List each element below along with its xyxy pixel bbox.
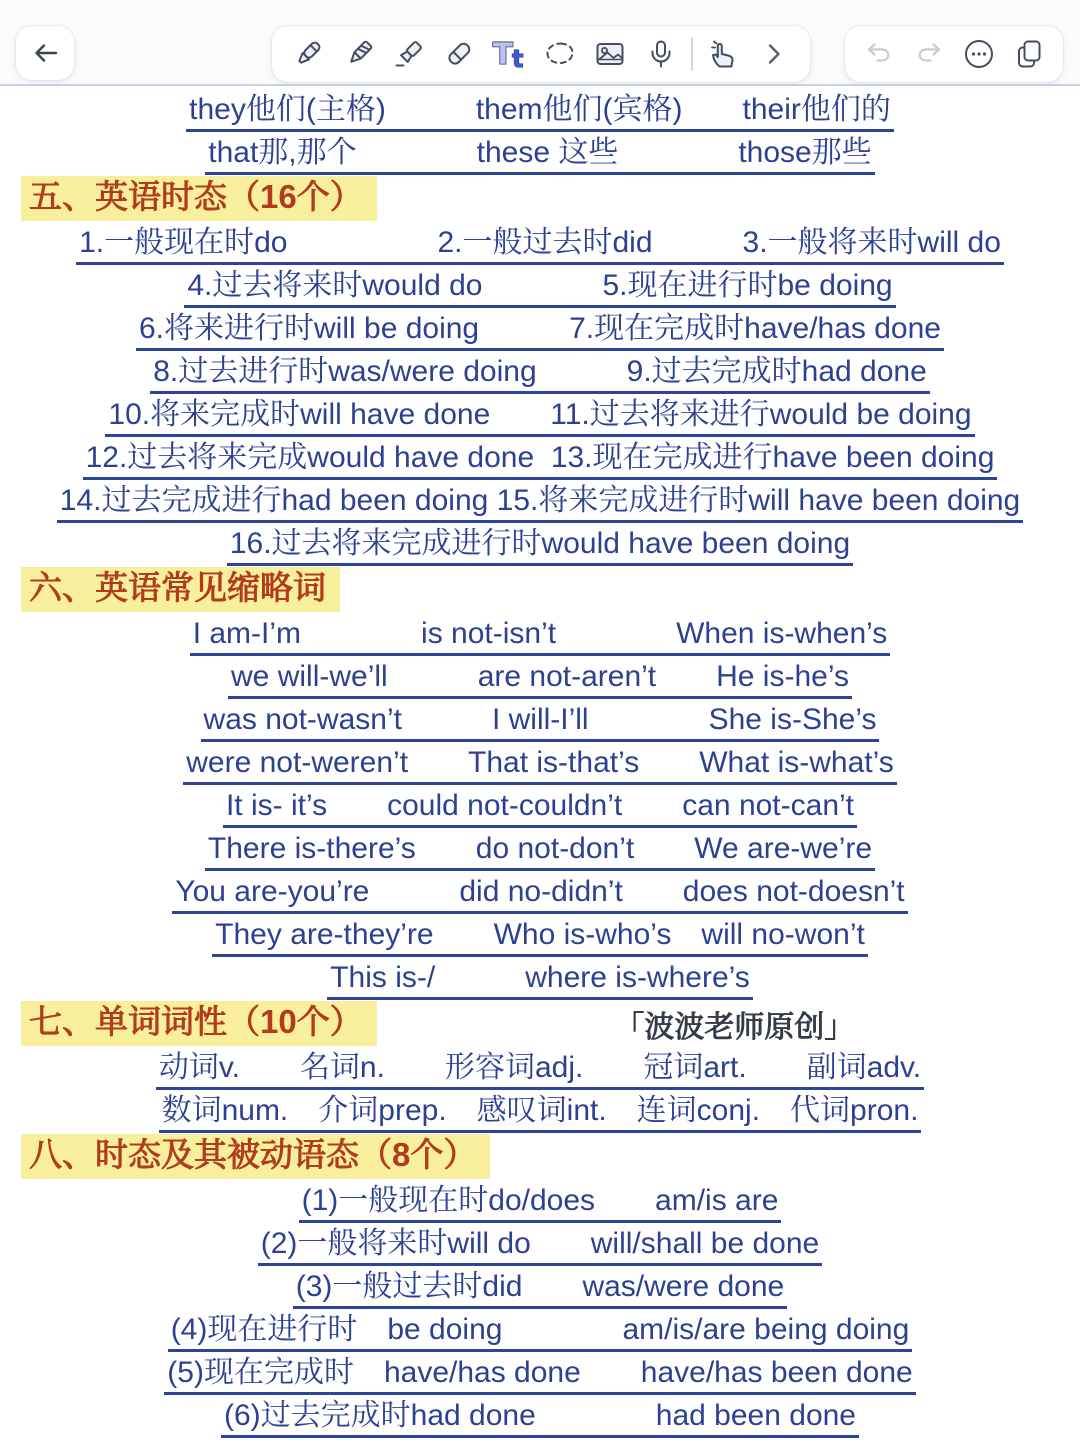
pencil-tool-button[interactable] — [339, 32, 379, 76]
section-heading: 七、单词词性（10个） — [21, 1001, 377, 1046]
note-line: we will-we’ll are not-aren’t He is-he’s — [0, 656, 1080, 699]
undo-icon — [862, 37, 896, 71]
section-heading-row — [0, 1133, 1080, 1180]
lasso-tool-button[interactable] — [540, 32, 580, 76]
eraser-icon — [442, 37, 476, 71]
gesture-tool-button[interactable] — [703, 32, 743, 76]
pencil-icon — [342, 37, 376, 71]
pen-tool-button[interactable] — [288, 32, 328, 76]
note-line: There is-there’s do not-don’t We are-we’re — [0, 828, 1080, 871]
note-line: was not-wasn’t I will-I’ll She is-She’s — [0, 699, 1080, 742]
eraser-tool-button[interactable] — [439, 32, 479, 76]
pages-icon — [1011, 36, 1047, 72]
toolbar-divider — [691, 37, 693, 71]
note-line: (6)过去完成时had done had been done — [0, 1395, 1080, 1438]
section-heading: 六、英语常见缩略词 — [21, 567, 340, 612]
microphone-icon — [644, 37, 678, 71]
note-line: (4)现在进行时 be doing am/is/are being doing — [0, 1309, 1080, 1352]
image-icon — [593, 37, 627, 71]
ellipsis-circle-icon — [961, 36, 997, 72]
duplicate-pages-button[interactable] — [1009, 32, 1049, 76]
note-line: 4.过去将来时would do 5.现在进行时be doing — [0, 265, 1080, 308]
pen-icon — [291, 37, 325, 71]
redo-button[interactable] — [909, 32, 949, 76]
note-line: It is- it’s could not-couldn’t can not-can’t — [0, 785, 1080, 828]
redo-icon — [912, 37, 946, 71]
svg-text:t: t — [511, 45, 524, 72]
note-line: 10.将来完成时will have done 11.过去将来进行would be doing — [0, 394, 1080, 437]
note-line: (3)一般过去时did was/were done — [0, 1266, 1080, 1309]
more-options-button[interactable] — [959, 32, 999, 76]
microphone-tool-button[interactable] — [641, 32, 681, 76]
highlighter-icon — [392, 37, 426, 71]
note-line: 1.一般现在时do 2.一般过去时did 3.一般将来时will do — [0, 222, 1080, 265]
undo-button[interactable] — [859, 32, 899, 76]
note-line: 动词v. 名词n. 形容词adj. 冠词art. 副词adv. — [0, 1047, 1080, 1090]
back-button[interactable] — [16, 26, 74, 80]
note-line: (1)一般现在时do/does am/is are — [0, 1180, 1080, 1223]
tool-palette — [272, 26, 810, 82]
note-line: that那,那个 these 这些 those那些 — [0, 132, 1080, 175]
note-line: 14.过去完成进行had been doing 15.将来完成进行时will have been doing — [0, 480, 1080, 523]
section-heading: 八、时态及其被动语态（8个） — [21, 1134, 490, 1179]
section-heading-row — [0, 175, 1080, 222]
more-tools-button[interactable] — [754, 32, 794, 76]
image-tool-button[interactable] — [590, 32, 630, 76]
note-line: They are-they’re Who is-who’s will no-won’t — [0, 914, 1080, 957]
chevron-right-icon — [760, 39, 788, 69]
note-line: they他们(主格) them他们(宾格) their他们的 — [0, 89, 1080, 132]
section-heading: 五、英语时态（16个） — [21, 176, 377, 221]
author-credit: 「波波老师原创」 — [614, 1010, 855, 1044]
section-heading-row — [0, 1000, 1080, 1047]
note-line: 6.将来进行时will be doing 7.现在完成时have/has done — [0, 308, 1080, 351]
note-line: were not-weren’t That is-that’s What is-what’s — [0, 742, 1080, 785]
text-tool-icon — [491, 36, 529, 72]
note-line: I am-I’m is not-isn’t When is-when’s — [0, 613, 1080, 656]
text-tool-button[interactable] — [490, 32, 530, 76]
note-page[interactable] — [0, 86, 1080, 1438]
section-heading-row — [0, 566, 1080, 613]
back-arrow-icon — [28, 36, 62, 70]
highlighter-tool-button[interactable] — [389, 32, 429, 76]
toolbar — [0, 0, 1080, 86]
svg-text:T: T — [492, 37, 513, 71]
note-line: You are-you’re did no-didn’t does not-doesn’t — [0, 871, 1080, 914]
lasso-icon — [543, 37, 577, 71]
action-bar — [845, 26, 1063, 82]
note-line: 12.过去将来完成would have done 13.现在完成进行have been doing — [0, 437, 1080, 480]
note-line: 16.过去将来完成进行时would have been doing — [0, 523, 1080, 566]
gesture-hand-icon — [706, 37, 740, 71]
note-line: (5)现在完成时 have/has done have/has been done — [0, 1352, 1080, 1395]
note-line: 8.过去进行时was/were doing 9.过去完成时had done — [0, 351, 1080, 394]
note-line: (2)一般将来时will do will/shall be done — [0, 1223, 1080, 1266]
note-line: This is-/ where is-where’s — [0, 957, 1080, 1000]
note-line: 数词num. 介词prep. 感叹词int. 连词conj. 代词pron. — [0, 1090, 1080, 1133]
